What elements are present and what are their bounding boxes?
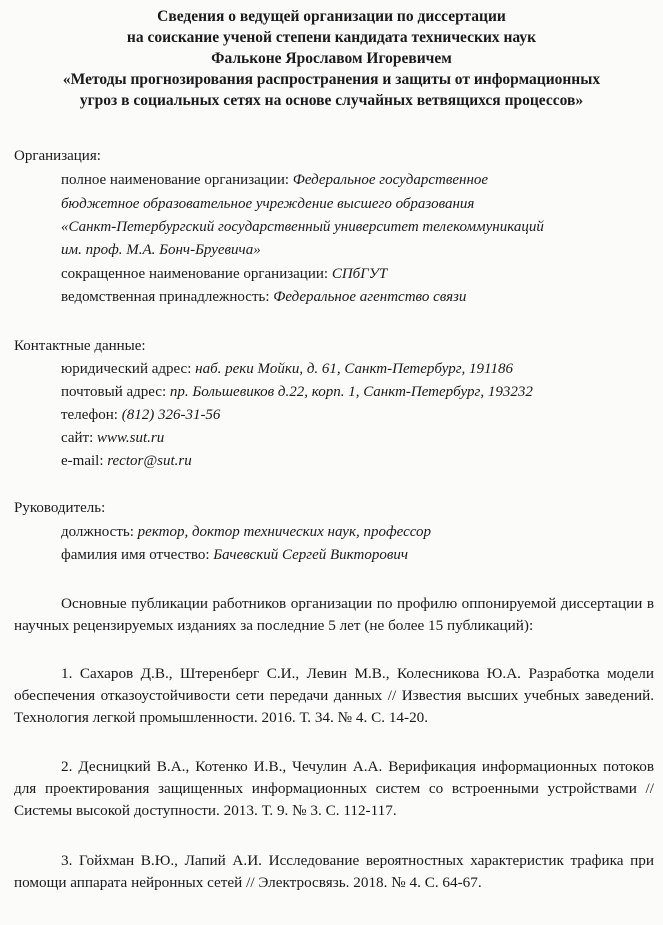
org-full-name-3: «Санкт-Петербургский государственный университет телекоммуникаций <box>61 219 544 235</box>
contacts-title: Контактные данные: <box>14 338 146 354</box>
publications-intro-text: Основные публикации работников организации по профилю оппонируемой диссертации в научных рецензируемых изданиях за последние 5 лет (не более 15 публикаций): <box>14 595 654 634</box>
head-position-label: должность: <box>61 524 134 540</box>
postal-address-label: почтовый адрес: <box>61 384 167 400</box>
org-full-name-1: Федеральное государственное <box>292 172 489 188</box>
publications-intro <box>14 593 654 637</box>
email <box>61 453 192 470</box>
header-line-3: Фальконе Ярославом Игоревичем <box>211 50 452 67</box>
publication-item <box>14 663 654 729</box>
org-affiliation-value: Федеральное агентство связи <box>273 289 467 305</box>
publication-text: Десницкий В.А., Котенко И.В., Чечулин А.А. Верификация информационных потоков для проектирования защищенных информационных систем со встроенными устройствами // Системы высокой доступности. 2013. Т. 9. № 3. С. 112-117. <box>14 758 655 819</box>
org-short-name-label: сокращенное наименование организации: <box>61 266 329 282</box>
email-label: e-mail: <box>61 453 104 469</box>
org-short-name-value: СПбГУТ <box>331 266 388 282</box>
org-full-name-label: полное наименование организации: <box>61 172 290 188</box>
publication-item <box>14 756 654 822</box>
site-link[interactable]: www.sut.ru <box>97 430 165 446</box>
org-affiliation-label: ведомственная принадлежность: <box>61 289 270 305</box>
publication-number: 2. <box>61 758 73 775</box>
org-full-name-line-3 <box>61 219 544 236</box>
head-name-value: Бачевский Сергей Викторович <box>213 547 408 563</box>
phone <box>61 407 220 424</box>
org-full-name-line-4 <box>61 242 261 259</box>
site <box>61 430 164 447</box>
head-position-value: ректор, доктор технических наук, профессор <box>137 524 432 540</box>
site-label: сайт: <box>61 430 94 446</box>
phone-label: телефон: <box>61 407 118 423</box>
head-position <box>61 524 431 541</box>
head-title: Руководитель: <box>14 500 106 516</box>
email-link[interactable]: rector@sut.ru <box>107 453 192 469</box>
org-full-name-line-1 <box>61 172 488 189</box>
publication-item <box>14 850 654 894</box>
postal-address <box>61 384 533 401</box>
postal-address-value: пр. Большевиков д.22, корп. 1, Санкт-Петербург, 193232 <box>169 384 533 400</box>
publication-text: Гойхман В.Ю., Лапий А.И. Исследование вероятностных характеристик трафика при помощи аппарата нейронных сетей // Электросвязь. 2018. № 4. С. 64-67. <box>14 852 654 891</box>
header-line-5: угроз в социальных сетях на основе случайных ветвящихся процессов» <box>79 92 584 109</box>
document-header <box>0 6 663 111</box>
organization-title: Организация: <box>14 148 101 164</box>
header-line-2: на соискание ученой степени кандидата технических наук <box>126 29 537 46</box>
legal-address <box>61 361 513 378</box>
header-line-1: Сведения о ведущей организации по диссертации <box>157 8 506 25</box>
org-affiliation <box>61 289 466 306</box>
org-short-name <box>61 266 387 283</box>
publication-text: Сахаров Д.В., Штеренберг С.И., Левин М.В., Колесникова Ю.А. Разработка модели обеспечения отказоустойчивости сети передачи данных // Известия высших учебных заведений. Технология легкой промышленности. 2016. Т. 34. № 4. С. 14-20. <box>14 665 655 726</box>
legal-address-value: наб. реки Мойки, д. 61, Санкт-Петербург, 191186 <box>195 361 513 377</box>
phone-value: (812) 326-31-56 <box>121 407 221 423</box>
org-full-name-line-2 <box>61 196 474 213</box>
org-full-name-4: им. проф. М.А. Бонч-Бруевича» <box>61 242 261 258</box>
org-full-name-2: бюджетное образовательное учреждение высшего образования <box>61 196 475 212</box>
head-name-label: фамилия имя отчество: <box>61 547 210 563</box>
header-line-4: «Методы прогнозирования распространения и защиты от информационных <box>62 71 601 88</box>
head-name <box>61 547 408 564</box>
publication-number: 1. <box>61 665 73 682</box>
publication-number: 3. <box>61 852 73 869</box>
legal-address-label: юридический адрес: <box>61 361 192 377</box>
